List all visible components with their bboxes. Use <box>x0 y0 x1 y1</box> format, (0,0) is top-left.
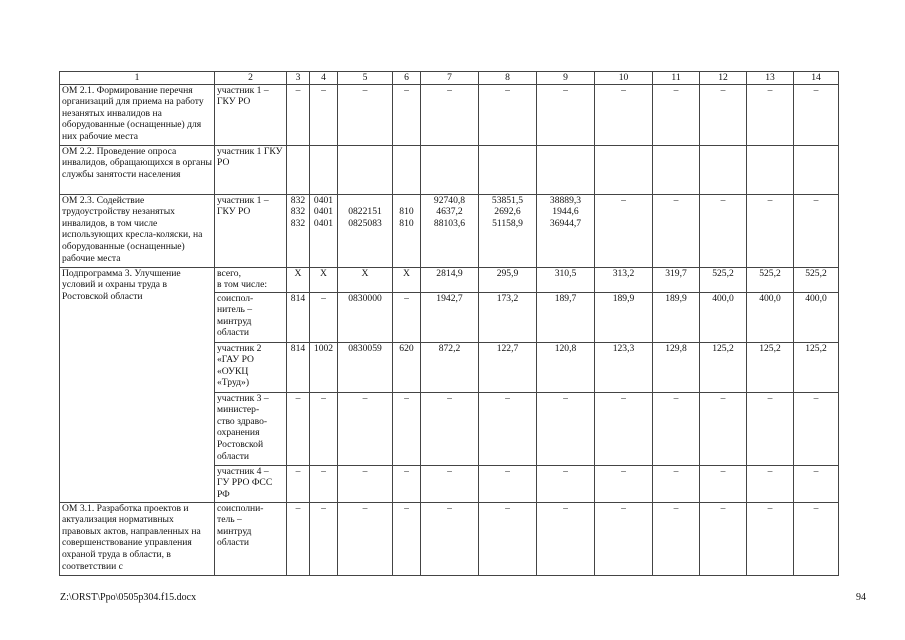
cell-grbs <box>287 145 310 194</box>
cell-total: 872,2 <box>421 342 479 392</box>
cell-csr: 0830000 <box>338 292 393 342</box>
cell-vr: Х <box>393 267 421 292</box>
cell-year: 125,2 <box>794 342 839 392</box>
cell-year: 120,8 <box>537 342 595 392</box>
cell-vr: – <box>393 502 421 575</box>
col-header: 13 <box>747 72 794 85</box>
cell-vr: – <box>393 292 421 342</box>
executor: участник 1 – ГКУ РО <box>215 194 287 267</box>
cell-year: 123,3 <box>595 342 653 392</box>
cell-year: – <box>653 502 700 575</box>
cell-year: – <box>537 465 595 502</box>
cell-year: 400,0 <box>794 292 839 342</box>
table-row <box>60 194 839 267</box>
col-header: 4 <box>310 72 338 85</box>
cell-grbs: – <box>287 502 310 575</box>
cell-rzpr: Х <box>310 267 338 292</box>
cell-grbs: 832 832 832 <box>287 194 310 267</box>
cell-year <box>794 145 839 194</box>
measure-name: ОМ 2.2. Проведение опроса инвалидов, обращающихся в органы службы занятости населения <box>60 145 215 194</box>
cell-grbs: – <box>287 465 310 502</box>
cell-year: – <box>479 84 537 145</box>
col-header: 1 <box>60 72 215 85</box>
cell-vr: 620 <box>393 342 421 392</box>
cell-year: – <box>700 194 747 267</box>
cell-csr: 0822151 0825083 <box>338 194 393 267</box>
col-header: 10 <box>595 72 653 85</box>
cell-vr: – <box>393 84 421 145</box>
cell-year: 125,2 <box>747 342 794 392</box>
cell-year: 173,2 <box>479 292 537 342</box>
cell-grbs: 814 <box>287 342 310 392</box>
cell-csr: Х <box>338 267 393 292</box>
cell-year: – <box>537 392 595 465</box>
executor: соиспол- нитель – минтруд области <box>215 292 287 342</box>
cell-year: 189,9 <box>653 292 700 342</box>
cell-total: 92740,8 4637,2 88103,6 <box>421 194 479 267</box>
cell-year: 53851,5 2692,6 51158,9 <box>479 194 537 267</box>
cell-year: 313,2 <box>595 267 653 292</box>
cell-year <box>595 145 653 194</box>
cell-rzpr <box>310 145 338 194</box>
cell-year: – <box>794 392 839 465</box>
cell-vr: 810 810 <box>393 194 421 267</box>
cell-total: – <box>421 84 479 145</box>
cell-year: – <box>595 465 653 502</box>
cell-year: – <box>747 392 794 465</box>
cell-rzpr: – <box>310 84 338 145</box>
cell-year: 525,2 <box>747 267 794 292</box>
cell-year: 125,2 <box>700 342 747 392</box>
cell-year: – <box>595 392 653 465</box>
executor: участник 1 – ГКУ РО <box>215 84 287 145</box>
executor: соисполни- тель – минтруд области <box>215 502 287 575</box>
cell-year: 400,0 <box>700 292 747 342</box>
cell-grbs: – <box>287 392 310 465</box>
cell-year: – <box>595 84 653 145</box>
cell-year <box>653 145 700 194</box>
cell-year: – <box>595 502 653 575</box>
cell-rzpr: 1002 <box>310 342 338 392</box>
cell-rzpr: – <box>310 502 338 575</box>
cell-year: – <box>794 84 839 145</box>
col-header: 3 <box>287 72 310 85</box>
col-header: 7 <box>421 72 479 85</box>
cell-year: 189,9 <box>595 292 653 342</box>
cell-year: 295,9 <box>479 267 537 292</box>
cell-total: – <box>421 392 479 465</box>
cell-year: – <box>653 84 700 145</box>
col-header: 5 <box>338 72 393 85</box>
cell-vr: – <box>393 465 421 502</box>
table-row <box>60 502 839 575</box>
cell-year: – <box>537 502 595 575</box>
cell-year: – <box>653 194 700 267</box>
col-header: 9 <box>537 72 595 85</box>
cell-csr: – <box>338 502 393 575</box>
table-row <box>60 145 839 194</box>
cell-total <box>421 145 479 194</box>
cell-total: 1942,7 <box>421 292 479 342</box>
cell-year: – <box>794 465 839 502</box>
cell-year: – <box>479 392 537 465</box>
cell-csr: 0830059 <box>338 342 393 392</box>
cell-year <box>479 145 537 194</box>
cell-year: – <box>747 465 794 502</box>
cell-total: – <box>421 502 479 575</box>
executor: участник 4 – ГУ РРО ФСС РФ <box>215 465 287 502</box>
col-header: 12 <box>700 72 747 85</box>
cell-rzpr: – <box>310 292 338 342</box>
cell-year: – <box>747 84 794 145</box>
cell-year <box>537 145 595 194</box>
cell-year: – <box>747 502 794 575</box>
page-number: 94 <box>856 592 866 603</box>
cell-year: – <box>794 502 839 575</box>
cell-year: 122,7 <box>479 342 537 392</box>
col-header: 14 <box>794 72 839 85</box>
subprogram-name: Подпрограмма 3. Улучшение условий и охраны труда в Ростовской области <box>60 267 215 502</box>
col-header: 11 <box>653 72 700 85</box>
cell-year <box>700 145 747 194</box>
cell-year: – <box>479 502 537 575</box>
executor: участник 2 «ГАУ РО «ОУКЦ «Труд») <box>215 342 287 392</box>
measure-name: ОМ 3.1. Разработка проектов и актуализация нормативных правовых актов, направленных на совершенствование управления охраной труда в области, в соответствии с <box>60 502 215 575</box>
cell-csr <box>338 145 393 194</box>
cell-year: 189,7 <box>537 292 595 342</box>
cell-grbs: 814 <box>287 292 310 342</box>
cell-year: 310,5 <box>537 267 595 292</box>
executor: участник 1 ГКУ РО <box>215 145 287 194</box>
cell-year: 129,8 <box>653 342 700 392</box>
cell-year: – <box>700 502 747 575</box>
header-row <box>60 72 839 85</box>
executor: всего, в том числе: <box>215 267 287 292</box>
col-header: 6 <box>393 72 421 85</box>
cell-year: 525,2 <box>700 267 747 292</box>
cell-year: 319,7 <box>653 267 700 292</box>
measure-name: ОМ 2.3. Содействие трудоустройству незанятых инвалидов, в том числе использующих кресла-коляски, на оборудованные (оснащенные) рабочие места <box>60 194 215 267</box>
cell-vr <box>393 145 421 194</box>
cell-rzpr: 0401 0401 0401 <box>310 194 338 267</box>
cell-year <box>747 145 794 194</box>
cell-csr: – <box>338 465 393 502</box>
col-header: 8 <box>479 72 537 85</box>
cell-year: 525,2 <box>794 267 839 292</box>
cell-grbs: Х <box>287 267 310 292</box>
col-header: 2 <box>215 72 287 85</box>
cell-year: – <box>479 465 537 502</box>
cell-total: 2814,9 <box>421 267 479 292</box>
cell-total: – <box>421 465 479 502</box>
cell-year: 38889,3 1944,6 36944,7 <box>537 194 595 267</box>
cell-rzpr: – <box>310 465 338 502</box>
measure-name: ОМ 2.1. Формирование перечня организаций для приема на работу незанятых инвалидов на оборудованные (оснащенные) для них рабочие места <box>60 84 215 145</box>
cell-year: – <box>653 465 700 502</box>
executor: участник 3 – министер- ство здраво- охранения Ростовской области <box>215 392 287 465</box>
cell-rzpr: – <box>310 392 338 465</box>
cell-grbs: – <box>287 84 310 145</box>
cell-year: – <box>595 194 653 267</box>
cell-year: – <box>700 84 747 145</box>
cell-year: – <box>700 392 747 465</box>
table-row <box>60 267 839 292</box>
cell-vr: – <box>393 392 421 465</box>
cell-year: 400,0 <box>747 292 794 342</box>
cell-year: – <box>794 194 839 267</box>
table-row <box>60 84 839 145</box>
cell-year: – <box>653 392 700 465</box>
cell-csr: – <box>338 84 393 145</box>
cell-year: – <box>747 194 794 267</box>
budget-table <box>59 71 839 576</box>
cell-year: – <box>700 465 747 502</box>
cell-year: – <box>537 84 595 145</box>
cell-csr: – <box>338 392 393 465</box>
document-path: Z:\ORST\Ppo\0505p304.f15.docx <box>60 592 197 603</box>
